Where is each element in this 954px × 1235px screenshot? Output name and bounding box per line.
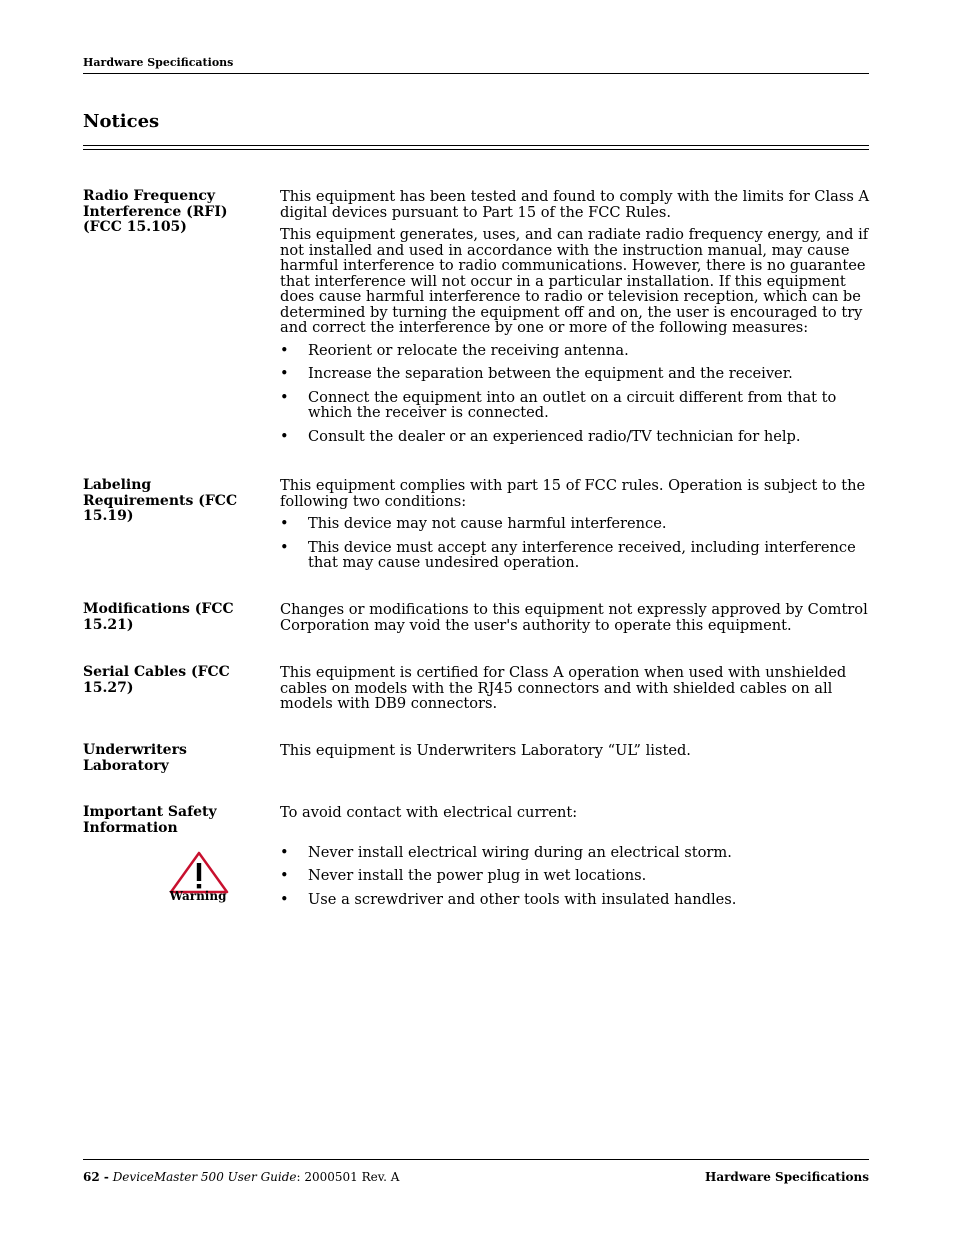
bullet-list <box>280 516 870 571</box>
paragraph: This equipment generates, uses, and can radiate radio frequency energy, and if not installed and used in accordance with the instruction manual, may cause harmful interference to radio communications. However, there is no guarantee that interference will not occur in a particular installation. If this equipment does cause harmful interference to radio or television reception, which can be determined by turning the equipment off and on, the user is encouraged to try and correct the interference by one or more of the following measures: <box>280 226 869 336</box>
side-heading-rfi: Radio Frequency Interference (RFI) (FCC 15.105) <box>83 188 228 235</box>
list-item-text: This device may not cause harmful interference. <box>308 515 667 532</box>
title-double-rule <box>83 145 869 150</box>
list-item <box>280 343 870 359</box>
list-item-text: Use a screwdriver and other tools with insulated handles. <box>308 890 737 908</box>
bullet-icon: • <box>280 515 289 532</box>
list-item-text: This device must accept any interference received, including interference that may cause undesired operation. <box>308 538 856 571</box>
list-item <box>280 868 870 884</box>
bullet-icon: • <box>280 388 289 406</box>
list-item-text: Reorient or relocate the receiving antenna. <box>308 341 629 359</box>
doc-number: : 2000501 Rev. A <box>296 1170 400 1184</box>
list-item-text: Never install the power plug in wet locations. <box>308 867 647 884</box>
footer-rule <box>83 1159 869 1160</box>
section-labeling-body <box>280 478 870 579</box>
paragraph: This equipment is Underwriters Laboratory “UL” listed. <box>280 742 691 759</box>
list-item <box>280 845 870 861</box>
list-item <box>280 892 870 908</box>
list-item <box>280 429 870 445</box>
list-item <box>280 366 870 382</box>
side-heading-ul: Underwriters Laboratory <box>83 742 187 774</box>
header-rule <box>83 73 869 74</box>
page-title: Notices <box>83 111 160 132</box>
list-item <box>280 390 870 421</box>
bullet-icon: • <box>280 365 289 382</box>
side-heading-serial-cables: Serial Cables (FCC 15.27) <box>83 664 230 696</box>
side-heading-modifications: Modifications (FCC 15.21) <box>83 601 234 633</box>
bullet-icon: • <box>280 890 289 908</box>
footer-right: Hardware Specifications <box>704 1170 869 1184</box>
bullet-icon: • <box>280 867 289 884</box>
paragraph: This equipment is certified for Class A operation when used with unshielded cables on models with the RJ45 connectors and with shielded cables on all models with DB9 connectors. <box>280 664 847 712</box>
paragraph: Changes or modifications to this equipment not expressly approved by Comtrol Corporation may void the user's authority to operate this equipment. <box>280 601 868 634</box>
bullet-list <box>280 343 870 445</box>
bullet-icon: • <box>280 538 289 556</box>
section-serial-cables-body <box>280 665 870 719</box>
section-safety-body <box>280 805 870 915</box>
side-heading-safety: Important Safety Information <box>83 804 217 836</box>
paragraph: To avoid contact with electrical current: <box>280 804 578 821</box>
footer-left <box>83 1170 399 1184</box>
bullet-icon: • <box>280 843 289 861</box>
list-item <box>280 540 870 571</box>
warning-label: Warning <box>169 889 227 903</box>
page-number: 62 - <box>83 1170 109 1184</box>
doc-title: DeviceMaster 500 User Guide <box>112 1170 297 1184</box>
bullet-list <box>280 845 870 908</box>
section-rfi-body <box>280 189 870 452</box>
side-heading-labeling: Labeling Requirements (FCC 15.19) <box>83 477 238 524</box>
bullet-icon: • <box>280 427 289 445</box>
section-modifications-body <box>280 602 870 640</box>
bullet-icon: • <box>280 341 289 359</box>
paragraph: This equipment complies with part 15 of FCC rules. Operation is subject to the following two conditions: <box>280 477 866 510</box>
paragraph: This equipment has been tested and found to comply with the limits for Class A digital devices pursuant to Part 15 of the FCC Rules. <box>280 188 870 221</box>
running-header: Hardware Specifications <box>83 56 234 69</box>
section-ul-body <box>280 743 870 766</box>
list-item-text: Consult the dealer or an experienced radio/TV technician for help. <box>308 427 801 445</box>
list-item <box>280 516 870 532</box>
list-item-text: Increase the separation between the equipment and the receiver. <box>308 365 793 382</box>
list-item-text: Never install electrical wiring during an electrical storm. <box>308 843 732 861</box>
list-item-text: Connect the equipment into an outlet on a circuit different from that to which the receiver is connected. <box>308 388 837 421</box>
